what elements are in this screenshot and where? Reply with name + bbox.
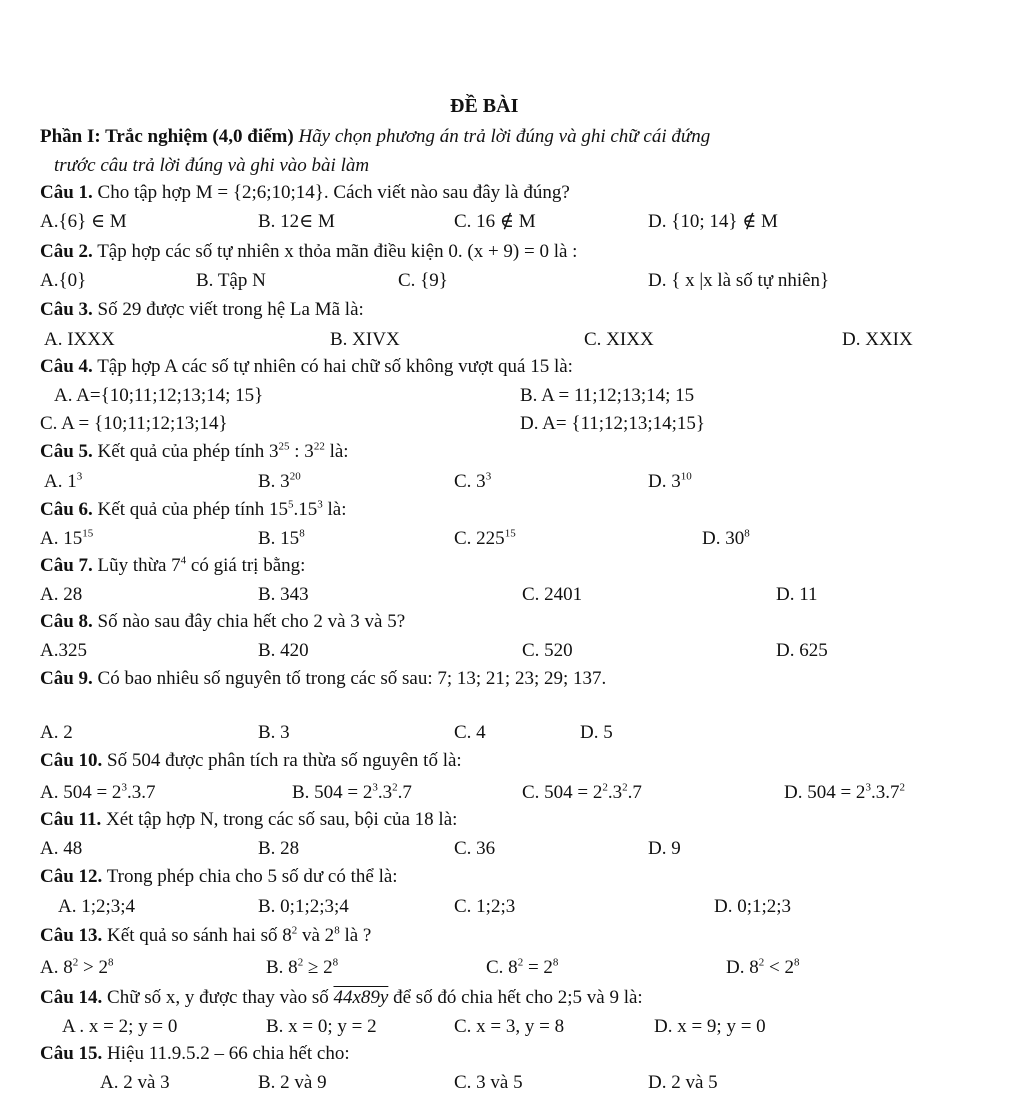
q15-option-a: A. 2 và 3: [100, 1072, 170, 1093]
question-8: [40, 612, 405, 631]
exponent: 2: [392, 781, 398, 794]
question-text-end: là ?: [339, 925, 372, 946]
question-13: [40, 926, 371, 945]
question-number: Câu 3.: [40, 299, 93, 320]
q9-option-d: D. 5: [580, 722, 613, 743]
question-text: Xét tập hợp N, trong các số sau, bội của 18 là:: [101, 809, 458, 830]
option-text-middle: > 2: [78, 957, 108, 978]
q11-option-a: A. 48: [40, 838, 83, 859]
exponent: 3: [865, 781, 871, 794]
q13-option-c: [486, 958, 558, 977]
q9-option-a: A. 2: [40, 722, 73, 743]
q2-option-a: A.{0}: [40, 270, 87, 291]
question-text-start: Lũy thừa 7: [92, 555, 181, 576]
exponent: 8: [744, 527, 750, 540]
exponent: 2: [72, 956, 79, 969]
question-1: [40, 183, 570, 202]
q4-option-c: C. A = {10;11;12;13;14}: [40, 413, 228, 434]
question-text: Số 29 được viết trong hệ La Mã là:: [92, 299, 364, 320]
q2-option-d: D. { x |x là số tự nhiên}: [648, 270, 830, 291]
q3-option-a: A. IXXX: [44, 329, 115, 350]
q6-option-b: [258, 529, 305, 548]
question-text-end: để số đó chia hết cho 2;5 và 9 là:: [388, 987, 643, 1008]
q4-option-b: B. A = 11;12;13;14; 15: [520, 385, 695, 406]
q11-option-d: D. 9: [648, 838, 681, 859]
section-heading: [40, 127, 710, 146]
q12-option-b: B. 0;1;2;3;4: [258, 896, 349, 917]
q7-option-b: B. 343: [258, 584, 309, 605]
option-text: B. 8: [266, 957, 298, 978]
option-text: C. 504 = 2: [522, 782, 603, 803]
q14-option-b: B. x = 0; y = 2: [266, 1016, 377, 1037]
q10-option-c: [522, 783, 642, 802]
option-text: A. 1: [44, 471, 77, 492]
question-number: Câu 13.: [40, 925, 103, 946]
question-number: Câu 11.: [40, 809, 102, 830]
option-text-middle: .3: [607, 782, 623, 803]
exponent: 8: [334, 924, 340, 937]
option-text-middle: .3: [377, 782, 393, 803]
option-text-middle: < 2: [764, 957, 794, 978]
q7-option-c: C. 2401: [522, 584, 583, 605]
exponent: 25: [278, 440, 290, 453]
question-number: Câu 8.: [40, 611, 93, 632]
question-text: Số 504 được phân tích ra thừa số nguyên tố là:: [102, 750, 462, 771]
question-text-start: Kết quả của phép tính 15: [92, 499, 289, 520]
overlined-number: 44x89y: [333, 987, 389, 1008]
option-text: A. 504 = 2: [40, 782, 122, 803]
q5-option-d: [648, 472, 692, 491]
question-text-end: có giá trị bằng:: [186, 555, 306, 576]
option-text: C. 8: [486, 957, 518, 978]
q12-option-a: A. 1;2;3;4: [58, 896, 136, 917]
question-text: Số nào sau đây chia hết cho 2 và 3 và 5?: [92, 611, 406, 632]
q11-option-c: C. 36: [454, 838, 496, 859]
question-text-end: là:: [324, 441, 349, 462]
exponent: 3: [76, 470, 83, 483]
exponent: 2: [602, 781, 608, 794]
exponent: 3: [317, 498, 323, 511]
question-text-end: là:: [322, 499, 347, 520]
question-number: Câu 14.: [40, 987, 103, 1008]
question-text-start: Kết quả so sánh hai số 8: [102, 925, 292, 946]
q7-option-d: D. 11: [776, 584, 818, 605]
q10-option-d: [784, 783, 905, 802]
q13-option-a: [40, 958, 113, 977]
q5-option-a: [44, 472, 82, 491]
question-10: [40, 751, 462, 770]
q1-option-b: B. 12∈ M: [258, 211, 335, 232]
option-text: D. 8: [726, 957, 759, 978]
question-text: Trong phép chia cho 5 số dư có thể là:: [102, 866, 398, 887]
question-text: Tập hợp các số tự nhiên x thỏa mãn điều kiện 0. (x + 9) = 0 là :: [92, 241, 578, 262]
exponent: 3: [372, 781, 378, 794]
option-text: C. 3: [454, 471, 486, 492]
question-text: Có bao nhiêu số nguyên tố trong các số sau: 7; 13; 21; 23; 29; 137.: [92, 668, 607, 689]
q5-option-c: [454, 472, 491, 491]
option-text-end: .3.7: [126, 782, 156, 803]
exponent: 8: [107, 956, 114, 969]
exponent: 20: [289, 470, 301, 483]
q2-option-c: C. {9}: [398, 270, 448, 291]
option-text: D. 504 = 2: [784, 782, 866, 803]
option-text-end: .7: [627, 782, 642, 803]
q3-option-b: B. XIVX: [330, 329, 400, 350]
question-9: [40, 669, 606, 688]
q1-option-d: D. {10; 14} ∉ M: [648, 211, 778, 232]
q1-option-a: A.{6} ∈ M: [40, 211, 127, 232]
q14-option-a: A . x = 2; y = 0: [62, 1016, 178, 1037]
exponent: 8: [552, 956, 559, 969]
q9-option-b: B. 3: [258, 722, 290, 743]
q15-option-d: D. 2 và 5: [648, 1072, 718, 1093]
option-text-middle: .3.7: [870, 782, 900, 803]
q10-option-b: [292, 783, 412, 802]
option-text-end: .7: [397, 782, 412, 803]
exponent: 2: [899, 781, 905, 794]
q6-option-c: [454, 529, 516, 548]
q10-option-a: [40, 783, 155, 802]
question-7: [40, 556, 305, 575]
option-text-middle: ≥ 2: [303, 957, 333, 978]
exponent: 2: [758, 956, 765, 969]
page-title: ĐỀ BÀI: [450, 95, 519, 117]
q15-option-b: B. 2 và 9: [258, 1072, 327, 1093]
exponent: 10: [680, 470, 692, 483]
q9-option-c: C. 4: [454, 722, 486, 743]
question-number: Câu 10.: [40, 750, 103, 771]
q12-option-d: D. 0;1;2;3: [714, 896, 792, 917]
option-text: C. 225: [454, 528, 505, 549]
question-12: [40, 867, 398, 886]
option-text: A. 15: [40, 528, 83, 549]
exponent: 15: [504, 527, 516, 540]
question-11: [40, 810, 457, 829]
exponent: 22: [313, 440, 325, 453]
question-text-middle: và 2: [297, 925, 335, 946]
q6-option-a: [40, 529, 93, 548]
exponent: 4: [180, 554, 187, 567]
q15-option-c: C. 3 và 5: [454, 1072, 523, 1093]
question-4: [40, 357, 573, 376]
option-text: B. 504 = 2: [292, 782, 373, 803]
q4-option-d: D. A= {11;12;13;14;15}: [520, 413, 706, 434]
question-3: [40, 300, 364, 319]
question-text-start: Chữ số x, y được thay vào số: [102, 987, 334, 1008]
q13-option-d: [726, 958, 799, 977]
question-number: Câu 15.: [40, 1043, 103, 1064]
question-number: Câu 5.: [40, 441, 93, 462]
question-15: [40, 1044, 350, 1063]
exponent: 2: [297, 956, 304, 969]
question-number: Câu 9.: [40, 668, 93, 689]
option-text: B. 15: [258, 528, 300, 549]
question-text: Hiệu 11.9.5.2 – 66 chia hết cho:: [102, 1043, 350, 1064]
exponent: 2: [622, 781, 628, 794]
option-text-middle: = 2: [523, 957, 553, 978]
exponent: 8: [299, 527, 305, 540]
option-text: B. 3: [258, 471, 290, 492]
q3-option-c: C. XIXX: [584, 329, 654, 350]
q13-option-b: [266, 958, 338, 977]
q8-option-a: A.325: [40, 640, 87, 661]
section-instruction-2: trước câu trả lời đúng và ghi vào bài làm: [54, 155, 370, 176]
exponent: 2: [291, 924, 298, 937]
q14-option-d: D. x = 9; y = 0: [654, 1016, 766, 1037]
exponent: 3: [485, 470, 492, 483]
q7-option-a: A. 28: [40, 584, 83, 605]
question-6: [40, 500, 347, 519]
question-text-middle: : 3: [289, 441, 314, 462]
q8-option-c: C. 520: [522, 640, 573, 661]
question-2: [40, 242, 577, 261]
question-text-middle: .15: [293, 499, 318, 520]
exponent: 8: [793, 956, 800, 969]
exponent: 2: [517, 956, 524, 969]
q12-option-c: C. 1;2;3: [454, 896, 516, 917]
question-number: Câu 1.: [40, 182, 93, 203]
option-text: D. 3: [648, 471, 681, 492]
q8-option-d: D. 625: [776, 640, 828, 661]
question-14: [40, 988, 643, 1007]
section-title: Phần I: Trắc nghiệm (4,0 điểm): [40, 126, 294, 147]
question-number: Câu 4.: [40, 356, 93, 377]
q8-option-b: B. 420: [258, 640, 309, 661]
exponent: 15: [82, 527, 94, 540]
question-text: Tập hợp A các số tự nhiên có hai chữ số không vượt quá 15 là:: [92, 356, 573, 377]
question-text-start: Kết quả của phép tính 3: [92, 441, 279, 462]
q3-option-d: D. XXIX: [842, 329, 913, 350]
q11-option-b: B. 28: [258, 838, 300, 859]
option-text: D. 30: [702, 528, 745, 549]
question-number: Câu 7.: [40, 555, 93, 576]
q4-option-a: A. A={10;11;12;13;14; 15}: [54, 385, 264, 406]
question-5: [40, 442, 349, 461]
q6-option-d: [702, 529, 750, 548]
q5-option-b: [258, 472, 301, 491]
q1-option-c: C. 16 ∉ M: [454, 211, 536, 232]
exponent: 3: [121, 781, 127, 794]
option-text: A. 8: [40, 957, 73, 978]
section-instruction-1: Hãy chọn phương án trả lời đúng và ghi chữ cái đứng: [293, 126, 711, 147]
exponent: 5: [288, 498, 294, 511]
question-number: Câu 12.: [40, 866, 103, 887]
q2-option-b: B. Tập N: [196, 270, 266, 291]
q14-option-c: C. x = 3, y = 8: [454, 1016, 565, 1037]
exponent: 8: [332, 956, 339, 969]
question-number: Câu 2.: [40, 241, 93, 262]
question-text: Cho tập hợp M = {2;6;10;14}. Cách viết nào sau đây là đúng?: [92, 182, 570, 203]
question-number: Câu 6.: [40, 499, 93, 520]
